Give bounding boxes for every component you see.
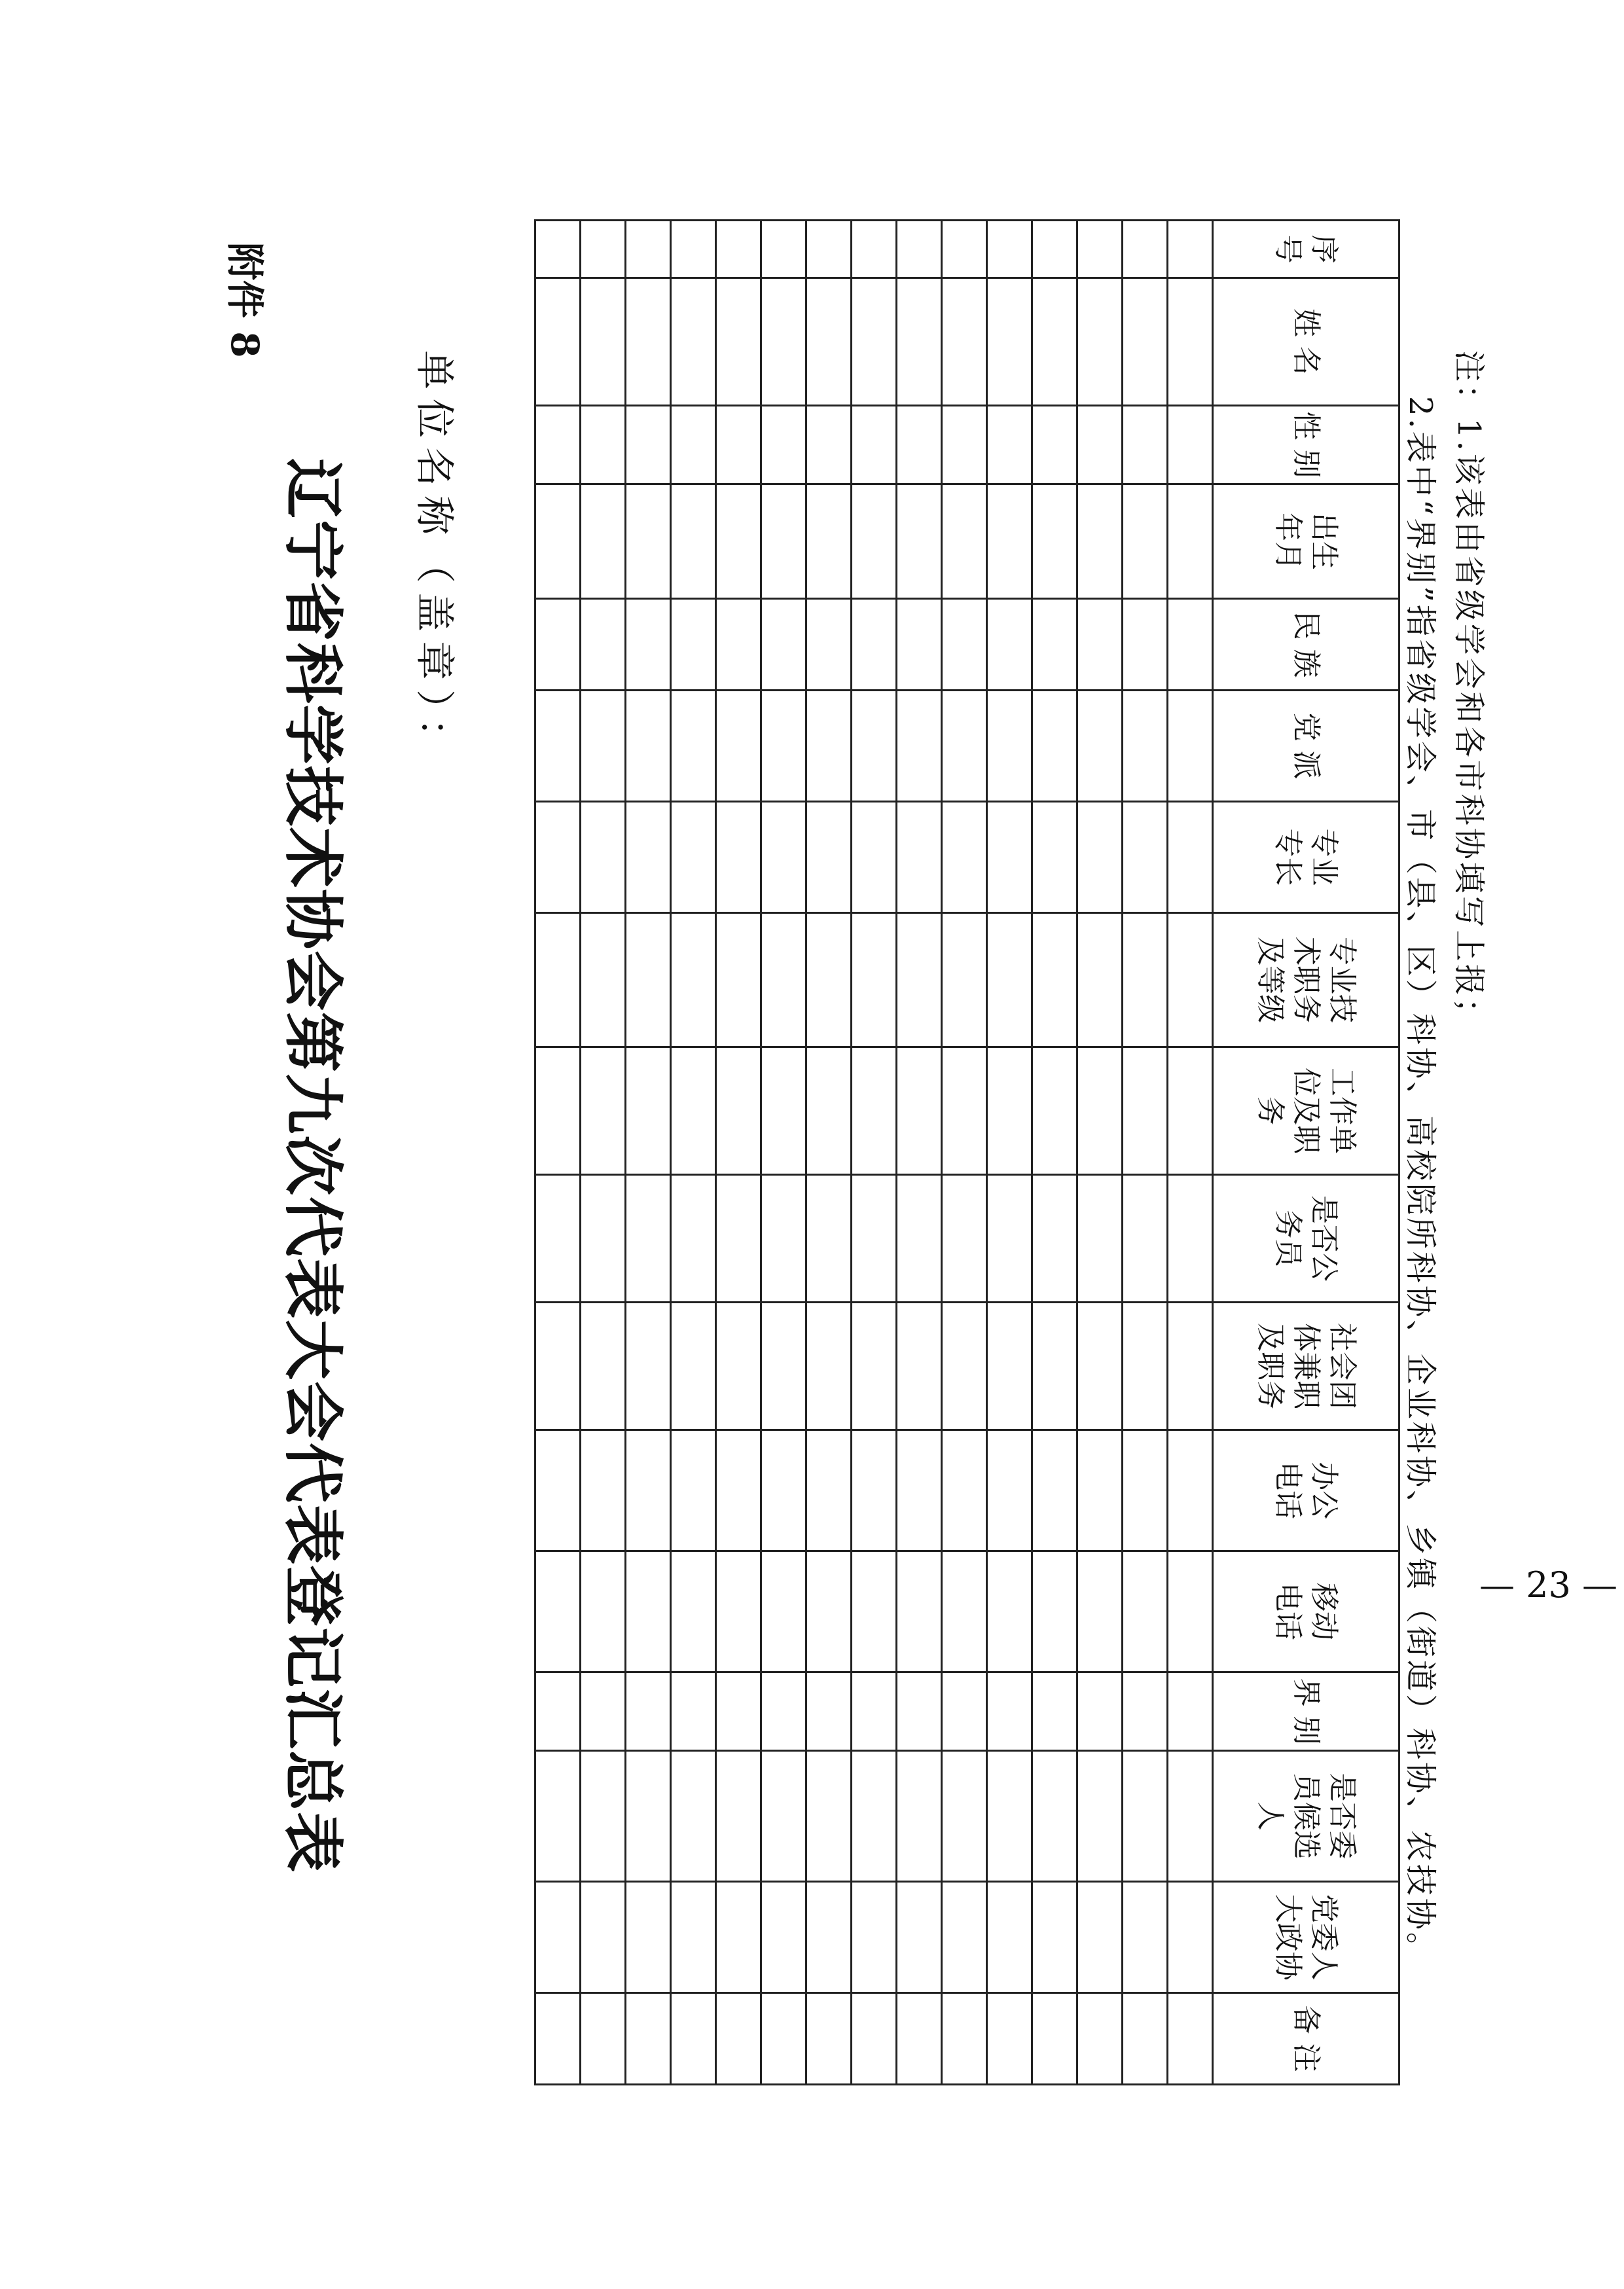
table-row bbox=[716, 221, 761, 2085]
table-cell bbox=[535, 1175, 581, 1303]
table-cell bbox=[671, 221, 716, 278]
table-cell bbox=[581, 1993, 626, 2085]
table-cell bbox=[942, 1672, 987, 1751]
table-cell bbox=[671, 278, 716, 406]
table-cell bbox=[761, 691, 806, 802]
table-cell bbox=[1123, 691, 1168, 802]
table-cell bbox=[1032, 1751, 1077, 1882]
table-cell bbox=[942, 406, 987, 484]
table-cell bbox=[535, 406, 581, 484]
table-cell bbox=[1123, 278, 1168, 406]
table-cell bbox=[942, 1047, 987, 1175]
table-cell bbox=[1077, 1551, 1123, 1672]
note-line-1: 注：1.该表由省级学会和各市科协填写上报； bbox=[1451, 350, 1487, 1032]
table-cell bbox=[987, 406, 1032, 484]
table-cell bbox=[671, 1047, 716, 1175]
table-cell bbox=[852, 1551, 897, 1672]
table-row bbox=[626, 221, 671, 2085]
table-cell bbox=[806, 1303, 852, 1430]
table-cell bbox=[1168, 1993, 1213, 2085]
table-cell bbox=[806, 1551, 852, 1672]
table-cell bbox=[987, 1430, 1032, 1551]
table-cell bbox=[852, 1993, 897, 2085]
table-row bbox=[671, 221, 716, 2085]
table-cell bbox=[1077, 1882, 1123, 1993]
table-cell bbox=[535, 1882, 581, 1993]
table-cell bbox=[581, 1303, 626, 1430]
table-cell bbox=[716, 221, 761, 278]
table-cell bbox=[852, 278, 897, 406]
table-cell bbox=[806, 406, 852, 484]
table-cell bbox=[1168, 1751, 1213, 1882]
table-row bbox=[581, 221, 626, 2085]
table-cell bbox=[897, 802, 942, 913]
table-cell bbox=[897, 221, 942, 278]
column-header: 办公 电话 bbox=[1213, 1430, 1399, 1551]
table-cell bbox=[1168, 484, 1213, 599]
table-cell bbox=[1123, 1303, 1168, 1430]
table-cell bbox=[761, 1551, 806, 1672]
table-cell bbox=[1168, 1047, 1213, 1175]
table-cell bbox=[852, 1672, 897, 1751]
table-cell bbox=[987, 1175, 1032, 1303]
table-cell bbox=[987, 221, 1032, 278]
table-cell bbox=[942, 1551, 987, 1672]
table-cell bbox=[897, 484, 942, 599]
table-cell bbox=[806, 1175, 852, 1303]
column-header: 工作单 位及职 务 bbox=[1213, 1047, 1399, 1175]
table-cell bbox=[897, 406, 942, 484]
table-cell bbox=[1123, 1430, 1168, 1551]
column-header: 党 派 bbox=[1213, 691, 1399, 802]
table-cell bbox=[716, 599, 761, 691]
table-cell bbox=[716, 802, 761, 913]
table-cell bbox=[897, 1672, 942, 1751]
table-cell bbox=[535, 1430, 581, 1551]
table-cell bbox=[1077, 1175, 1123, 1303]
table-cell bbox=[897, 1430, 942, 1551]
table-cell bbox=[716, 1882, 761, 1993]
table-cell bbox=[581, 691, 626, 802]
table-cell bbox=[1032, 913, 1077, 1047]
table-cell bbox=[897, 599, 942, 691]
column-header: 是否委 员候选 人 bbox=[1213, 1751, 1399, 1882]
table-cell bbox=[1077, 1047, 1123, 1175]
table-cell bbox=[1168, 802, 1213, 913]
column-header: 专业 专长 bbox=[1213, 802, 1399, 913]
table-cell bbox=[761, 1430, 806, 1551]
table-cell bbox=[1123, 913, 1168, 1047]
table-cell bbox=[1077, 802, 1123, 913]
table-cell bbox=[716, 1430, 761, 1551]
column-header: 民 族 bbox=[1213, 599, 1399, 691]
table-row bbox=[1032, 221, 1077, 2085]
attachment-label: 附件 8 bbox=[223, 242, 267, 358]
table-cell bbox=[1077, 221, 1123, 278]
table-cell bbox=[671, 802, 716, 913]
table-cell bbox=[581, 1551, 626, 1672]
table-cell bbox=[671, 406, 716, 484]
table-cell bbox=[626, 1882, 671, 1993]
table-cell bbox=[897, 1882, 942, 1993]
table-cell bbox=[535, 1047, 581, 1175]
table-header-row bbox=[1213, 221, 1399, 2085]
table-cell bbox=[942, 1430, 987, 1551]
table-cell bbox=[581, 1047, 626, 1175]
table-cell bbox=[581, 1430, 626, 1551]
table-cell bbox=[987, 691, 1032, 802]
table-cell bbox=[671, 1303, 716, 1430]
table-cell bbox=[581, 278, 626, 406]
table-cell bbox=[897, 913, 942, 1047]
table-cell bbox=[535, 691, 581, 802]
table-cell bbox=[942, 278, 987, 406]
table-cell bbox=[535, 484, 581, 599]
table-cell bbox=[1032, 599, 1077, 691]
table-cell bbox=[671, 1175, 716, 1303]
column-header: 出生 年月 bbox=[1213, 484, 1399, 599]
table-cell bbox=[987, 1672, 1032, 1751]
table-cell bbox=[806, 1751, 852, 1882]
table-cell bbox=[535, 221, 581, 278]
table-cell bbox=[716, 278, 761, 406]
table-cell bbox=[626, 691, 671, 802]
table-cell bbox=[581, 913, 626, 1047]
table-row bbox=[987, 221, 1032, 2085]
table-cell bbox=[897, 1751, 942, 1882]
table-cell bbox=[761, 913, 806, 1047]
table-cell bbox=[581, 1672, 626, 1751]
table-cell bbox=[897, 1175, 942, 1303]
table-cell bbox=[535, 802, 581, 913]
table-cell bbox=[1123, 1175, 1168, 1303]
table-cell bbox=[581, 484, 626, 599]
table-cell bbox=[942, 1751, 987, 1882]
table-cell bbox=[852, 1882, 897, 1993]
table-cell bbox=[1168, 1551, 1213, 1672]
table-cell bbox=[671, 913, 716, 1047]
table-cell bbox=[671, 484, 716, 599]
table-cell bbox=[535, 913, 581, 1047]
table-cell bbox=[987, 1047, 1032, 1175]
table-cell bbox=[626, 1175, 671, 1303]
table-cell bbox=[1032, 1993, 1077, 2085]
table-cell bbox=[761, 1672, 806, 1751]
table-cell bbox=[897, 1551, 942, 1672]
table-cell bbox=[761, 802, 806, 913]
table-cell bbox=[1032, 1882, 1077, 1993]
table-cell bbox=[581, 1175, 626, 1303]
table-cell bbox=[1168, 221, 1213, 278]
table-cell bbox=[1032, 1303, 1077, 1430]
table-cell bbox=[716, 691, 761, 802]
table-cell bbox=[1077, 1672, 1123, 1751]
column-header: 序 号 bbox=[1213, 221, 1399, 278]
table-cell bbox=[1032, 484, 1077, 599]
table-cell bbox=[581, 221, 626, 278]
table-cell bbox=[671, 1672, 716, 1751]
table-cell bbox=[1032, 1430, 1077, 1551]
column-header: 备 注 bbox=[1213, 1993, 1399, 2085]
table-cell bbox=[1032, 1672, 1077, 1751]
table-cell bbox=[852, 913, 897, 1047]
table-cell bbox=[1077, 1303, 1123, 1430]
table-row bbox=[806, 221, 852, 2085]
table-cell bbox=[626, 278, 671, 406]
table-cell bbox=[761, 1882, 806, 1993]
table-cell bbox=[942, 221, 987, 278]
table-cell bbox=[1077, 278, 1123, 406]
table-cell bbox=[1168, 1175, 1213, 1303]
table-cell bbox=[852, 1430, 897, 1551]
table-cell bbox=[1077, 406, 1123, 484]
table-cell bbox=[942, 484, 987, 599]
column-header: 是否公 务员 bbox=[1213, 1175, 1399, 1303]
table-row bbox=[1077, 221, 1123, 2085]
table-cell bbox=[626, 1672, 671, 1751]
table-cell bbox=[987, 1882, 1032, 1993]
table-cell bbox=[942, 1993, 987, 2085]
table-cell bbox=[1123, 1672, 1168, 1751]
table-cell bbox=[761, 1751, 806, 1882]
table-cell bbox=[1168, 1430, 1213, 1551]
table-cell bbox=[535, 1551, 581, 1672]
table-cell bbox=[942, 802, 987, 913]
table-cell bbox=[1168, 599, 1213, 691]
table-cell bbox=[942, 913, 987, 1047]
table-cell bbox=[806, 1882, 852, 1993]
table-cell bbox=[806, 599, 852, 691]
table-cell bbox=[1168, 406, 1213, 484]
table-cell bbox=[535, 278, 581, 406]
table-cell bbox=[852, 1047, 897, 1175]
note-line-2: 2.表中“界别”指省级学会、市（县、区）科协、高校院所科协、企业科协、乡镇（街道）科协、农技协。 bbox=[1401, 396, 1439, 1966]
table-cell bbox=[806, 802, 852, 913]
column-header: 姓 名 bbox=[1213, 278, 1399, 406]
page-title: 辽宁省科学技术协会第九次代表大会代表登记汇总表 bbox=[278, 458, 348, 1874]
table-cell bbox=[852, 691, 897, 802]
table-row bbox=[852, 221, 897, 2085]
table-row bbox=[535, 221, 581, 2085]
column-header: 专业技 术职务 及等级 bbox=[1213, 913, 1399, 1047]
table-cell bbox=[806, 691, 852, 802]
table-cell bbox=[1123, 599, 1168, 691]
table-cell bbox=[761, 1303, 806, 1430]
table-cell bbox=[761, 278, 806, 406]
table-cell bbox=[581, 599, 626, 691]
table-cell bbox=[581, 802, 626, 913]
table-cell bbox=[1123, 406, 1168, 484]
table-cell bbox=[626, 1993, 671, 2085]
table-row bbox=[942, 221, 987, 2085]
table-cell bbox=[626, 221, 671, 278]
table-cell bbox=[806, 1993, 852, 2085]
table-cell bbox=[626, 1551, 671, 1672]
table-cell bbox=[1123, 1751, 1168, 1882]
table-cell bbox=[806, 1047, 852, 1175]
table-cell bbox=[716, 1175, 761, 1303]
table-cell bbox=[1077, 484, 1123, 599]
table-cell bbox=[897, 1303, 942, 1430]
table-cell bbox=[1123, 1882, 1168, 1993]
table-cell bbox=[716, 406, 761, 484]
table-cell bbox=[897, 1993, 942, 2085]
table-cell bbox=[626, 1303, 671, 1430]
table-cell bbox=[942, 1175, 987, 1303]
table-cell bbox=[716, 1303, 761, 1430]
unit-name-label: 单位名称（盖章）： bbox=[411, 350, 457, 766]
table-cell bbox=[716, 1551, 761, 1672]
table-cell bbox=[535, 1672, 581, 1751]
table-cell bbox=[987, 1551, 1032, 1672]
table-cell bbox=[581, 406, 626, 484]
table-cell bbox=[761, 484, 806, 599]
table-row bbox=[1123, 221, 1168, 2085]
table-cell bbox=[761, 599, 806, 691]
table-cell bbox=[852, 599, 897, 691]
table-cell bbox=[987, 1751, 1032, 1882]
table-cell bbox=[987, 599, 1032, 691]
table-cell bbox=[626, 1751, 671, 1882]
table-row bbox=[1168, 221, 1213, 2085]
table-cell bbox=[671, 1882, 716, 1993]
table-cell bbox=[852, 484, 897, 599]
table-cell bbox=[987, 1993, 1032, 2085]
table-cell bbox=[671, 1430, 716, 1551]
table-cell bbox=[716, 913, 761, 1047]
table-cell bbox=[1032, 406, 1077, 484]
registration-table bbox=[534, 219, 1400, 2085]
table-cell bbox=[535, 1303, 581, 1430]
table-cell bbox=[1168, 1882, 1213, 1993]
table-cell bbox=[1077, 1430, 1123, 1551]
table-cell bbox=[897, 278, 942, 406]
table-cell bbox=[852, 1175, 897, 1303]
table-cell bbox=[1032, 278, 1077, 406]
table-cell bbox=[852, 406, 897, 484]
table-cell bbox=[761, 1993, 806, 2085]
table-cell bbox=[535, 1993, 581, 2085]
table-cell bbox=[987, 802, 1032, 913]
table-cell bbox=[1077, 1993, 1123, 2085]
table-cell bbox=[897, 691, 942, 802]
table-cell bbox=[942, 1303, 987, 1430]
table-cell bbox=[1123, 1047, 1168, 1175]
table-cell bbox=[1123, 1993, 1168, 2085]
table-cell bbox=[1032, 802, 1077, 913]
table-cell bbox=[1032, 1047, 1077, 1175]
table-cell bbox=[626, 913, 671, 1047]
table-row bbox=[897, 221, 942, 2085]
table-cell bbox=[671, 1751, 716, 1882]
column-header: 社会团 体兼职 及职务 bbox=[1213, 1303, 1399, 1430]
table-cell bbox=[1077, 913, 1123, 1047]
table-cell bbox=[1032, 1175, 1077, 1303]
table-cell bbox=[535, 1751, 581, 1882]
table-cell bbox=[852, 802, 897, 913]
table-cell bbox=[1123, 484, 1168, 599]
table-cell bbox=[626, 1430, 671, 1551]
table-cell bbox=[1032, 221, 1077, 278]
table-cell bbox=[626, 599, 671, 691]
table-cell bbox=[1168, 1303, 1213, 1430]
column-header: 界 别 bbox=[1213, 1672, 1399, 1751]
table-cell bbox=[1168, 913, 1213, 1047]
table-cell bbox=[761, 221, 806, 278]
table-cell bbox=[761, 1175, 806, 1303]
table-cell bbox=[1168, 1672, 1213, 1751]
table-cell bbox=[806, 221, 852, 278]
table-cell bbox=[1123, 802, 1168, 913]
column-header: 党委人 大政协 bbox=[1213, 1882, 1399, 1993]
table-cell bbox=[716, 1672, 761, 1751]
table-cell bbox=[852, 1751, 897, 1882]
table-cell bbox=[806, 1430, 852, 1551]
table-cell bbox=[626, 484, 671, 599]
table-cell bbox=[716, 1047, 761, 1175]
table-cell bbox=[942, 1882, 987, 1993]
table-cell bbox=[806, 1672, 852, 1751]
table-cell bbox=[1032, 1551, 1077, 1672]
table-row bbox=[761, 221, 806, 2085]
table-cell bbox=[581, 1751, 626, 1882]
table-cell bbox=[671, 599, 716, 691]
table-cell bbox=[942, 599, 987, 691]
table-cell bbox=[626, 802, 671, 913]
table-cell bbox=[671, 691, 716, 802]
table-cell bbox=[1168, 278, 1213, 406]
table-cell bbox=[1123, 1551, 1168, 1672]
table-cell bbox=[535, 599, 581, 691]
table-cell bbox=[1123, 221, 1168, 278]
table-cell bbox=[1077, 1751, 1123, 1882]
table-cell bbox=[1077, 691, 1123, 802]
table-cell bbox=[806, 913, 852, 1047]
table-cell bbox=[716, 1993, 761, 2085]
table-cell bbox=[897, 1047, 942, 1175]
table-cell bbox=[716, 484, 761, 599]
page-number: — 23 — bbox=[1479, 1564, 1618, 1606]
table-cell bbox=[581, 1882, 626, 1993]
table-cell bbox=[761, 1047, 806, 1175]
table-cell bbox=[1032, 691, 1077, 802]
table-cell bbox=[806, 278, 852, 406]
table-cell bbox=[671, 1551, 716, 1672]
notes bbox=[1396, 350, 1493, 1966]
table-cell bbox=[806, 484, 852, 599]
table-cell bbox=[671, 1993, 716, 2085]
table-cell bbox=[852, 1303, 897, 1430]
table-cell bbox=[626, 406, 671, 484]
table-cell bbox=[716, 1751, 761, 1882]
table-cell bbox=[626, 1047, 671, 1175]
table-cell bbox=[1168, 691, 1213, 802]
table-cell bbox=[1077, 599, 1123, 691]
table-cell bbox=[987, 913, 1032, 1047]
table-cell bbox=[987, 484, 1032, 599]
column-header: 性 别 bbox=[1213, 406, 1399, 484]
table-cell bbox=[987, 1303, 1032, 1430]
table-cell bbox=[987, 278, 1032, 406]
column-header: 移动 电话 bbox=[1213, 1551, 1399, 1672]
table-cell bbox=[852, 221, 897, 278]
table-cell bbox=[942, 691, 987, 802]
table-cell bbox=[761, 406, 806, 484]
